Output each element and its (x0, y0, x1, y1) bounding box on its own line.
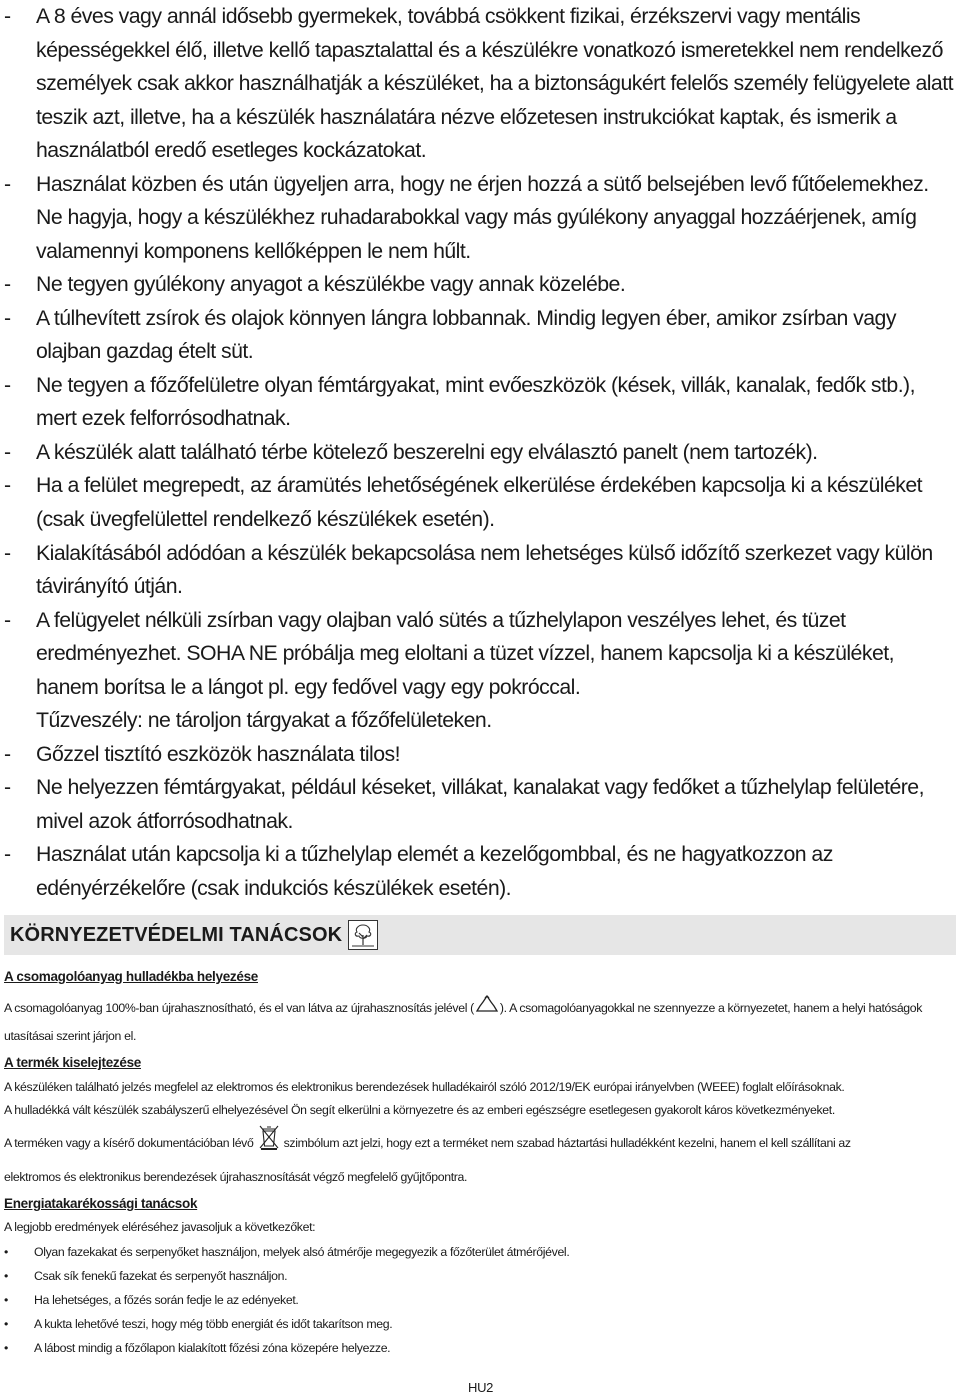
list-dash: - (4, 171, 11, 196)
safety-item (4, 604, 956, 705)
energy-intro: A legjobb eredmények eléréséhez javasoljuk a következőket: (4, 1220, 316, 1234)
safety-text: Tűzveszély: ne tároljon tárgyakat a főzőfelületeken. (36, 708, 492, 733)
safety-item (4, 268, 956, 302)
packaging-heading: A csomagolóanyag hulladékba helyezése (4, 969, 258, 984)
list-dash: - (4, 305, 11, 330)
list-item (4, 1240, 956, 1264)
bullet: • (4, 1341, 8, 1355)
list-item (4, 1264, 956, 1288)
safety-item (4, 0, 956, 168)
list-dash: - (4, 540, 11, 565)
safety-text: Gőzzel tisztító eszközök használata tilos! (36, 741, 400, 766)
disposal-paragraph-1: A készüléken található jelzés megfelel az elektromos és elektronikus berendezések hulladékairól szóló 2012/19/EK európai irányelvben (WEEE) foglalt előírásoknak. (4, 1080, 845, 1094)
safety-item (4, 771, 956, 838)
bullet: • (4, 1269, 8, 1283)
environment-section (4, 915, 956, 1360)
safety-item (4, 838, 956, 905)
list-dash: - (4, 607, 11, 632)
safety-item (4, 302, 956, 369)
safety-text: Ne tegyen a főzőfelületre olyan fémtárgyakat, mint evőeszközök (kések, villák, kanalak, fedők stb.), mert ezek felforrósodhatnak. (36, 372, 915, 431)
packaging-text-part-1: A csomagolóanyag 100%-ban újrahasznosítható, és el van látva az újrahasznosítás jelével ( (4, 1000, 474, 1015)
safety-text: Használat közben és után ügyeljen arra, hogy ne érjen hozzá a sütő belsejében levő fűtőelemekhez. Ne hagyja, hogy a készülékhez ruhadarabokkal vagy más gyúlékony anyaggal hozzáérjenek, amíg valamennyi komponens kellőképpen le nem hűlt. (36, 171, 929, 263)
energy-heading: Energiatakarékossági tanácsok (4, 1196, 198, 1211)
list-dash: - (4, 741, 11, 766)
disposal-heading: A termék kiselejtezése (4, 1055, 141, 1070)
packaging-paragraph (4, 993, 956, 1049)
safety-text: A túlhevített zsírok és olajok könnyen lángra lobbannak. Mindig legyen éber, amikor zsírban vagy olajban gazdag ételt süt. (36, 305, 896, 364)
safety-item (4, 168, 956, 269)
page-number: HU2 (468, 1380, 494, 1395)
safety-item (4, 369, 956, 436)
tip-text: A lábost mindig a főzőlapon kialakított főzési zóna közepére helyezze. (34, 1341, 391, 1355)
safety-text: A felügyelet nélküli zsírban vagy olajban való sütés a tűzhelylapon veszélyes lehet, és tüzet eredményezhet. SOHA NE próbálja meg eloltani a tüzet vízzel, hanem kapcsolja ki a készüléket, hanem borítsa le a lángot pl. egy fedővel vagy egy pokróccal. (36, 607, 894, 699)
disposal-paragraph-4: elektromos és elektronikus berendezések újrahasznosítását végző megfelelő gyűjtőpontra. (4, 1170, 468, 1184)
safety-instructions (4, 0, 956, 905)
recycle-icon (474, 993, 500, 1024)
disposal-text-part-1: A terméken vagy a kísérő dokumentációban lévő (4, 1135, 254, 1150)
tip-text: Csak sík fenekű fazekat és serpenyőt használjon. (34, 1269, 288, 1283)
list-dash (4, 704, 36, 738)
tip-text: A kukta lehetővé teszi, hogy még több energiát és időt takarítson meg. (34, 1317, 393, 1331)
list-dash: - (4, 439, 11, 464)
tip-text: Ha lehetséges, a főzés során fedje le az edényeket. (34, 1293, 299, 1307)
bullet: • (4, 1245, 8, 1259)
section-header (4, 915, 956, 955)
list-dash: - (4, 842, 11, 867)
safety-text: A készülék alatt található térbe kötelező beszerelni egy elválasztó panelt (nem tartozék). (36, 439, 818, 464)
section-title: KÖRNYEZETVÉDELMI TANÁCSOK (10, 923, 343, 946)
tip-text: Olyan fazekakat és serpenyőket használjon, melyek alsó átmérője megegyezik a főzőterület átmérőjével. (34, 1245, 570, 1259)
bullet: • (4, 1293, 8, 1307)
safety-item (4, 704, 956, 738)
disposal-text-part-2: szimbólum azt jelzi, hogy ezt a terméket nem szabad háztartási hulladékként kezelni, hanem el kell szállítani az (283, 1135, 851, 1150)
safety-text: Ne helyezzen fémtárgyakat, például késeket, villákat, kanalakat vagy fedőket a tűzhelylap felületére, mivel azok átforrósodhatnak. (36, 775, 924, 833)
list-dash: - (4, 4, 11, 28)
safety-item (4, 537, 956, 604)
list-dash: - (4, 775, 11, 800)
safety-text: A 8 éves vagy annál idősebb gyermekek, továbbá csökkent fizikai, érzékszervi vagy mentális képességekkel élő, illetve kellő tapasztalattal és a készülékre vonatkozó ismeretekkel nem rendelkező személyek csak akkor használhatják a készüléket, ha a biztonságukért felelős személy felügyelete alatt teszik azt, illetve, ha a készülék használatára nézve előzetesen instrukciókat kaptak, és ismerik a használatból eredő esetleges kockázatokat. (36, 4, 953, 163)
list-item (4, 1312, 956, 1336)
list-item (4, 1288, 956, 1312)
safety-text: Használat után kapcsolja ki a tűzhelylap elemét a kezelőgombbal, és ne hagyatkozzon az edényérzékelőre (csak indukciós készülékek esetén). (36, 842, 833, 900)
energy-tips-list (4, 1240, 956, 1360)
crossed-bin-icon (257, 1123, 281, 1164)
safety-item (4, 738, 956, 772)
safety-item (4, 469, 956, 536)
safety-item (4, 436, 956, 470)
disposal-paragraph-3 (4, 1123, 956, 1164)
disposal-paragraph-2: A hulladékká vált készülék szabályszerű elhelyezésével Ön segít elkerülni a környezetre és az emberi egészségre esetlegesen gyakorolt káros következményeket. (4, 1103, 835, 1117)
safety-text: Kialakításából adódóan a készülék bekapcsolása nem lehetséges külső időzítő szerkezet vagy külön távirányító útján. (36, 540, 933, 599)
list-dash: - (4, 473, 11, 498)
safety-text: Ha a felület megrepedt, az áramütés lehetőségének elkerülése érdekében kapcsolja ki a készüléket (csak üvegfelülettel rendelkező készülékek esetén). (36, 473, 923, 531)
safety-text: Ne tegyen gyúlékony anyagot a készülékbe vagy annak közelébe. (36, 272, 626, 297)
list-item (4, 1336, 956, 1360)
list-dash: - (4, 372, 11, 397)
list-dash: - (4, 272, 11, 297)
environment-tree-icon (348, 920, 378, 950)
packaging-text-part-2: ). A csomagolóanyagokkal ne szennyezze a környezetet, hanem a helyi hatóságok utasításai szerint járjon el. (4, 1000, 923, 1043)
bullet: • (4, 1317, 8, 1331)
